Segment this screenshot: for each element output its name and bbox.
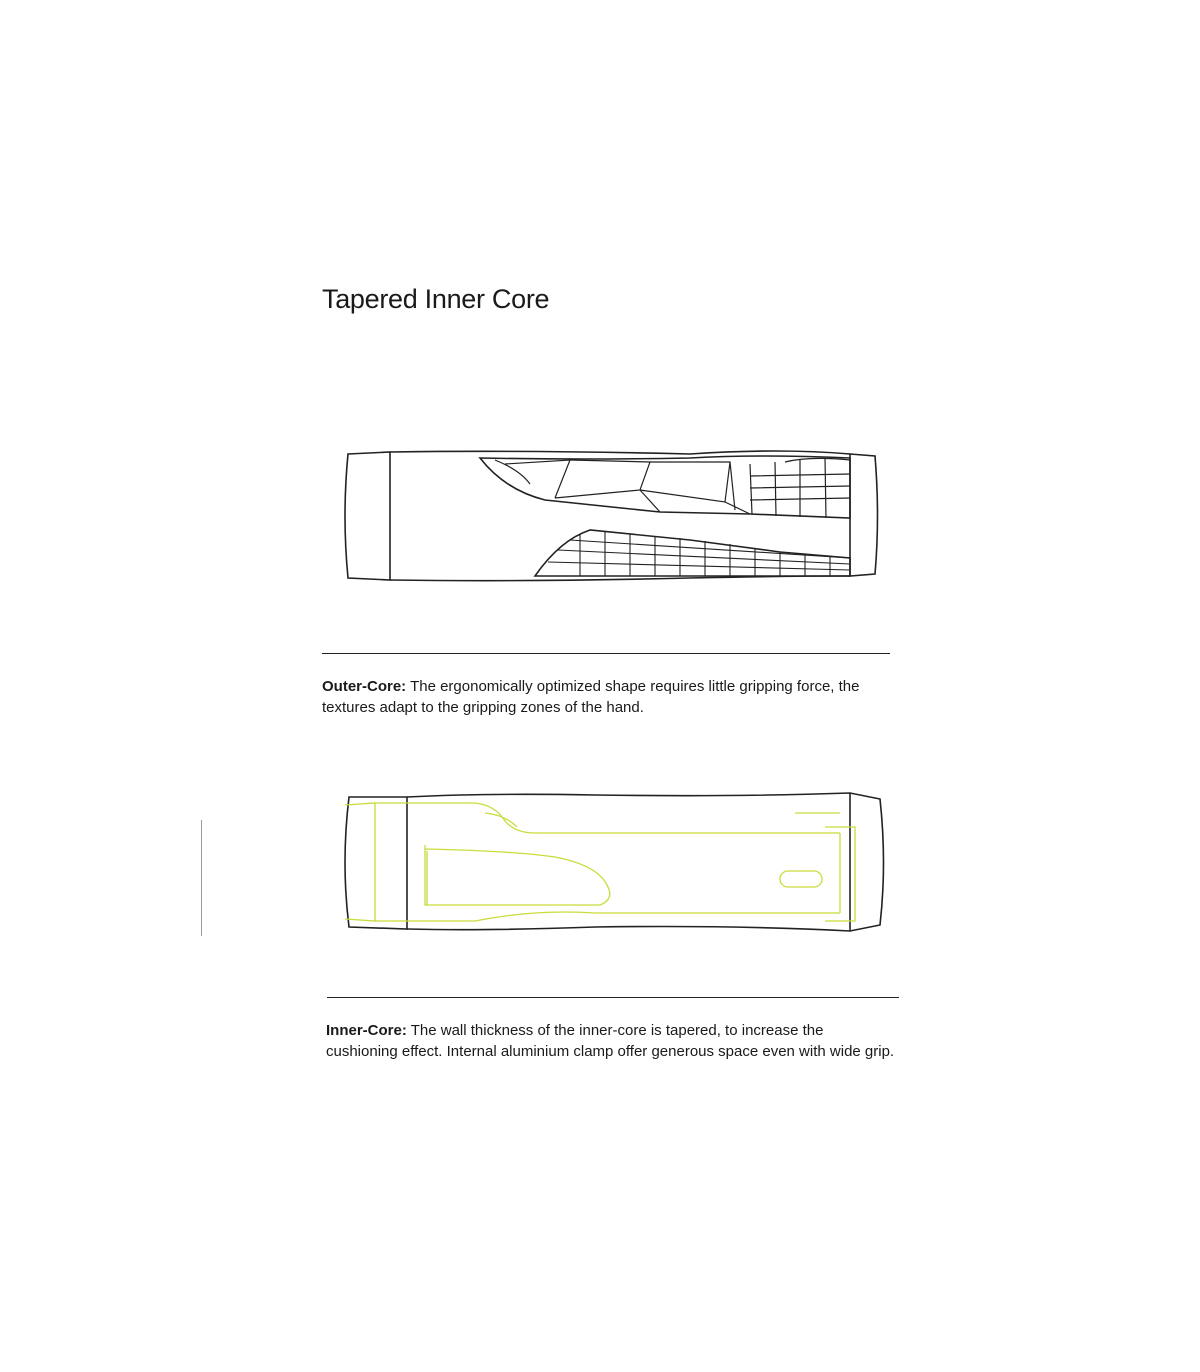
inner-core-grip-drawing xyxy=(335,785,895,935)
divider xyxy=(322,653,890,654)
outer-core-text: The ergonomically optimized shape requires little gripping force, the textures adapt to the gripping zones of the hand. xyxy=(322,678,860,716)
page-title: Tapered Inner Core xyxy=(322,284,550,314)
grip-right-cap xyxy=(850,454,878,576)
edge-mark xyxy=(201,820,202,936)
outer-core-grip-drawing xyxy=(330,440,890,590)
outer-core-label: Outer-Core: xyxy=(322,678,407,695)
grip-left-cap xyxy=(345,797,407,929)
divider xyxy=(327,997,899,998)
inner-core-caption xyxy=(326,1020,896,1062)
grip-body-outline xyxy=(407,793,884,931)
inner-core-highlight xyxy=(345,803,855,921)
upper-texture-lines xyxy=(495,458,850,518)
grip-left-cap xyxy=(345,452,390,580)
inner-core-text: The wall thickness of the inner-core is tapered, to increase the cushioning effect. Internal aluminium clamp offer generous space even with wide grip. xyxy=(326,1022,895,1060)
outer-core-caption xyxy=(322,676,902,718)
lower-texture-lines xyxy=(548,532,850,576)
inner-core-label: Inner-Core: xyxy=(326,1022,407,1039)
